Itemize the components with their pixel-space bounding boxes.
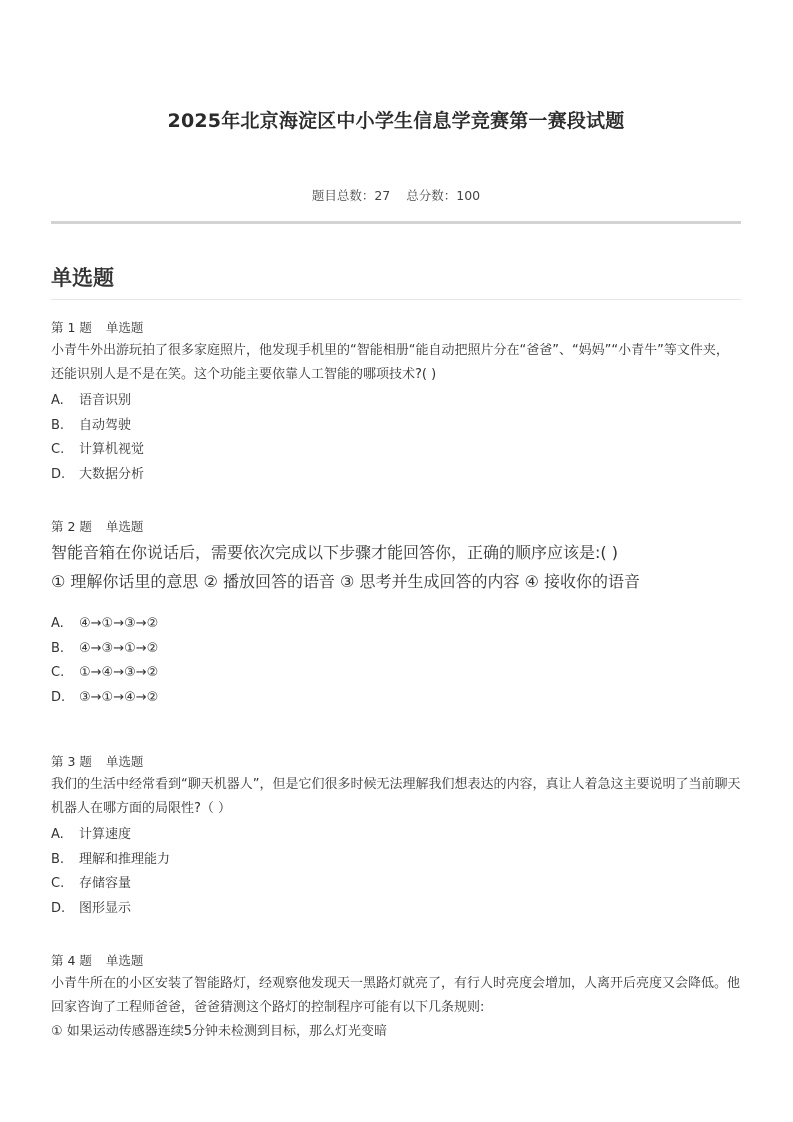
question-text: 智能音箱在你说话后，需要依次完成以下步骤才能回答你，正确的顺序应该是:( ) [51, 543, 618, 562]
question-number: 第 4 题 [51, 953, 92, 968]
option-d[interactable] [51, 897, 741, 922]
total-score: 总分数：100 [406, 188, 481, 203]
option-letter: D. [51, 689, 66, 705]
section-divider [51, 299, 741, 300]
option-text: 大数据分析 [79, 466, 145, 482]
option-text: 语音识别 [79, 393, 132, 408]
option-letter: D. [51, 900, 66, 916]
question-4 [51, 950, 741, 1044]
option-letter: C. [51, 442, 65, 457]
option-text: ④→③→①→② [79, 640, 159, 656]
option-c[interactable] [51, 438, 741, 463]
option-d[interactable] [51, 463, 741, 488]
question-number: 第 1 题 [51, 320, 92, 335]
rule-item: ① 如果运动传感器连续5分钟未检测到目标，那么灯光变暗 [51, 1024, 388, 1039]
option-letter: B. [51, 640, 65, 656]
options-list [51, 612, 741, 710]
option-b[interactable] [51, 848, 741, 873]
page-title: 2025年北京海淀区中小学生信息学竞赛第一赛段试题 [167, 110, 625, 132]
question-header [51, 950, 741, 972]
question-text: 我们的生活中经常看到“聊天机器人”，但是它们很多时候无法理解我们想表达的内容，真让人着急这主要说明了当前聊天机器人在哪方面的局限性?（ ） [51, 777, 741, 816]
total-questions: 题目总数：27 [311, 188, 391, 203]
option-text: 理解和推理能力 [79, 851, 171, 867]
option-letter: C. [51, 876, 65, 891]
question-type: 单选题 [105, 953, 144, 968]
question-header [51, 751, 741, 773]
option-a[interactable] [51, 389, 741, 414]
question-steps: ① 理解你话里的意思 ② 播放回答的语音 ③ 思考并生成回答的内容 ④ 接收你的语音 [51, 572, 640, 591]
option-a[interactable] [51, 823, 741, 848]
options-list [51, 389, 741, 487]
option-letter: B. [51, 851, 65, 867]
exam-meta [51, 186, 741, 204]
question-2 [51, 516, 741, 710]
spacer [51, 596, 741, 610]
question-header [51, 516, 741, 538]
option-c[interactable] [51, 872, 741, 897]
question-text: 小青牛外出游玩拍了很多家庭照片，他发现手机里的“智能相册“能自动把照片分在“爸爸”、“妈妈”“小青牛”等文件夹，还能识别人是不是在笑。这个功能主要依靠人工智能的哪项技术?( ) [51, 343, 729, 382]
option-text: 计算机视觉 [79, 442, 145, 457]
option-text: ①→④→③→② [79, 665, 159, 680]
option-letter: C. [51, 665, 65, 680]
question-number: 第 3 题 [51, 754, 92, 769]
option-text: 计算速度 [79, 827, 132, 842]
option-letter: A. [51, 827, 64, 842]
option-letter: A. [51, 393, 64, 408]
option-d[interactable] [51, 686, 741, 711]
question-type: 单选题 [105, 519, 144, 534]
option-b[interactable] [51, 414, 741, 439]
section-title: 单选题 [51, 266, 114, 290]
question-number: 第 2 题 [51, 519, 92, 534]
option-letter: D. [51, 466, 66, 482]
option-text: 图形显示 [79, 900, 132, 916]
option-b[interactable] [51, 637, 741, 662]
option-c[interactable] [51, 661, 741, 686]
option-letter: A. [51, 616, 64, 631]
question-text: 小青牛所在的小区安装了智能路灯，经观察他发现天一黑路灯就亮了，有行人时亮度会增加，人离开后亮度又会降低。他回家咨询了工程师爸爸，爸爸猜测这个路灯的控制程序可能有以下几条规则: [51, 976, 741, 1015]
option-letter: B. [51, 417, 65, 433]
question-1 [51, 317, 741, 487]
option-text: ③→①→④→② [79, 689, 159, 705]
option-a[interactable] [51, 612, 741, 637]
options-list [51, 823, 741, 921]
question-type: 单选题 [105, 754, 144, 769]
question-header [51, 317, 741, 339]
option-text: 自动驾驶 [79, 417, 132, 433]
option-text: ④→①→③→② [79, 616, 159, 631]
header-divider [51, 221, 741, 224]
question-3 [51, 751, 741, 921]
question-type: 单选题 [105, 320, 144, 335]
option-text: 存储容量 [79, 876, 132, 891]
